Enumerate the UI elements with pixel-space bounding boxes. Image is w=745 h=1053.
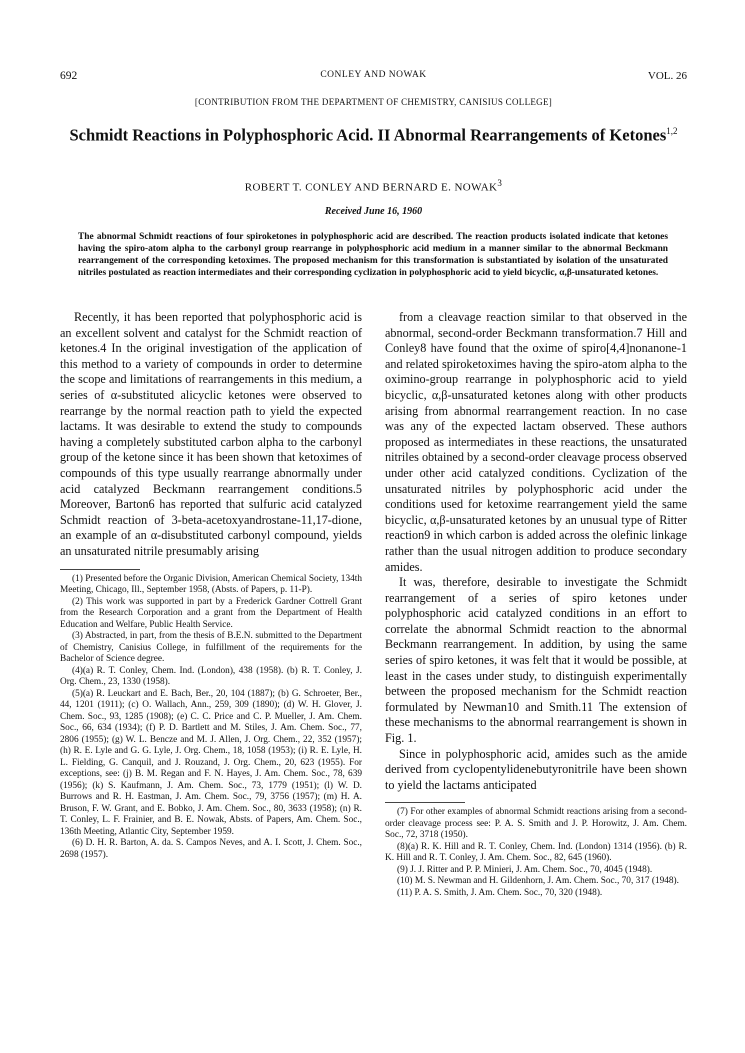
contribution-line: [CONTRIBUTION FROM THE DEPARTMENT OF CHEMISTRY, CANISIUS COLLEGE]: [194, 97, 553, 107]
footnote-4: (4)(a) R. T. Conley, Chem. Ind. (London), 438 (1958). (b) R. T. Conley, J. Org. Chem., 23, 1330 (1958).: [60, 665, 362, 687]
right-body-paragraph-1: from a cleavage reaction similar to that observed in the abnormal, second-order Beckmann transformation.7 Hill and Conley8 have found that the oxime of spiro[4,4]nonanone-1 and related spiroketoximes having the spiro-atom alpha to the oximino-group rearrange in polyphosphoric acid to yield bicyclic, α,β-unsaturated ketones along with other products arising from abnormal rearrangement reaction. In no case was any of the expected lactam observed. These authors proposed as intermediates in these reactions, the unsaturated nitriles obtained by a second-order cleavage process observed under other acid catalyzed conditions. Cyclization of the unsaturated nitriles by polyphosphoric acid under the conditions used for ketoxime rearrangement yield the same bicyclic, α,β-unsaturated ketones by an unusual type of Ritter reaction9 in which carbon is added across the olefinic linkage rather than the usual nitrogen addition to produce secondary amides.: [385, 310, 687, 574]
footnote-divider: [385, 802, 465, 803]
authors-text: ROBERT T. CONLEY AND BERNARD E. NOWAK: [244, 181, 498, 194]
left-body-paragraph: Recently, it has been reported that polyphosphoric acid is an excellent solvent and catalyst for the Schmidt reaction of ketones.4 In the original investigation of the application of this method to a variety of compounds in order to determine the scope and limitations of rearrangements in this medium, a series of α-substituted alicyclic ketones were observed to rearrange by the normal reaction path to yield the expected lactams. It was desirable to extend the study to compounds having a completely substituted carbon alpha to the carbonyl group of the ketone since it has been shown that ketoximes of compounds of this type usually rearrange abnormally under acid catalyzed Beckmann rearrangement conditions.5 Moreover, Barton6 has reported that sulfuric acid catalyzed Schmidt reaction of 3-beta-acetoxyandrostane-11,17-dione, an example of an α-disubstituted carbonyl compound, yields an unsaturated nitrile presumably arising: [60, 310, 362, 558]
footnote-9: (9) J. J. Ritter and P. P. Minieri, J. Am. Chem. Soc., 70, 4045 (1948).: [397, 864, 653, 875]
footnote-5: (5)(a) R. Leuckart and E. Bach, Ber., 20, 104 (1887); (b) G. Schroeter, Ber., 44, 1201 (1911); (c) O. Wallach, Ann., 259, 309 (1890); (d) W. H. Glover, J. Chem. Soc., 93, 1285 (1908); (e) C. C. Price and C. P. Mueller, J. Am. Chem. Soc., 66, 634 (1934); (f) P. D. Bartlett and M. Stiles, J. Am. Chem. Soc., 77, 2806 (1955); (g) W. L. Bencze and M. J. Allen, J. Org. Chem., 22, 352 (1957); (h) R. E. Lyle and G. G. Lyle, J. Org. Chem., 18, 1058 (1953); (i) R. E. Lyle, H. L. Fielding, G. Canquil, and J. Rouzand, J. Org. Chem., 20, 623 (1955). For exceptions, see: (j) B. M. Regan and F. N. Hayes, J. Am. Chem. Soc., 78, 639 (1956); (k) S. Kaufmann, J. Am. Chem. Soc., 73, 1779 (1951); (l) W. D. Burrows and R. H. Eastman, J. Am. Chem. Soc., 79, 3756 (1957); (m) H. A. Bruson, F. W. Grant, and E. Bobko, J. Am. Chem. Soc., 80, 3633 (1958); (n) R. T. Conley, L. F. Frainier, and B. E. Nowak, Absts. of Papers, Am. Chem. Soc., 136th Meeting, Atlantic City, September 1959.: [60, 688, 362, 837]
footnote-6: (6) D. H. R. Barton, A. da. S. Campos Neves, and A. I. Scott, J. Chem. Soc., 2698 (1957).: [60, 838, 362, 860]
title-footnote-marks: 1,2: [666, 126, 678, 136]
footnote-11: (11) P. A. S. Smith, J. Am. Chem. Soc., 70, 320 (1948).: [397, 887, 603, 898]
running-head: CONLEY AND NOWAK: [320, 70, 427, 80]
footnote-1: (1) Presented before the Organic Division, American Chemical Society, 134th Meeting, Chicago, Ill., September 1958, (Absts. of Papers, p. 11-P).: [60, 573, 362, 595]
footnote-8: (8)(a) R. K. Hill and R. T. Conley, Chem. Ind. (London) 1314 (1956). (b) R. K. Hill and R. T. Conley, J. Am. Chem. Soc., 82, 645 (1960).: [385, 841, 687, 864]
article-title: [60, 121, 687, 146]
left-column: [60, 310, 362, 861]
author-footnote-mark: 3: [497, 178, 503, 188]
right-body-paragraph-2: It was, therefore, desirable to investigate the Schmidt rearrangement of a series of spiro ketones under polyphosphoric acid catalyzed conditions in an effort to correlate the abnormal Schmidt reaction to the abnormal Beckmann rearrangement. In addition, by using the same series of spiro ketones, it was felt that it would be possible, at least in the cases under study, to distinguish experimentally between the proposed mechanism for the Schmidt reaction formulated by Newman10 and Smith.11 The extension of these mechanisms to the abnormal rearrangement is shown in Fig. 1.: [385, 575, 687, 746]
page-number: 692: [60, 70, 78, 82]
footnote-3: (3) Abstracted, in part, from the thesis of B.E.N. submitted to the Department of Chemistry, Canisius College, in fulfillment of the requirements for the Bachelor of Science degree.: [60, 631, 362, 664]
footnote-2: (2) This work was supported in part by a Frederick Gardner Cottrell Grant from the Research Corporation and a grant from the Department of Health Education and Welfare, Public Health Service.: [60, 596, 362, 630]
right-column: [385, 310, 687, 899]
footnote-10: (10) M. S. Newman and H. Gildenhorn, J. Am. Chem. Soc., 70, 317 (1948).: [397, 876, 679, 887]
abstract: The abnormal Schmidt reactions of four spiroketones in polyphosphoric acid are described. The reaction products isolated indicate that ketones having the spiro-atom alpha to the carbonyl group rearrange in polyphosphoric acid medium in a manner similar to the abnormal Beckmann rearrangement of the corresponding ketoximes. The proposed mechanism for this transformation is substantiated by isolation of the unsaturated nitriles postulated as reaction intermediates and their corresponding cyclization in polyphosphoric acid to yield bicyclic, α,β-unsaturated ketones.: [78, 232, 668, 278]
received-date: Received June 16, 1960: [324, 206, 423, 217]
right-body-paragraph-3: Since in polyphosphoric acid, amides such as the amide derived from cyclopentylidenebutyronitrile have been shown to yield the lactams anticipated: [385, 746, 687, 792]
page-header: [60, 70, 687, 86]
footnote-7: (7) For other examples of abnormal Schmidt reactions arising from a second-order cleavage process see: P. A. S. Smith and J. P. Horowitz, J. Am. Chem. Soc., 72, 3718 (1950).: [385, 807, 687, 841]
volume-label: VOL. 26: [647, 70, 687, 82]
author-line: [60, 178, 687, 194]
footnote-divider: [60, 569, 140, 570]
title-text: Schmidt Reactions in Polyphosphoric Acid. II Abnormal Rearrangements of Ketones: [69, 125, 667, 145]
